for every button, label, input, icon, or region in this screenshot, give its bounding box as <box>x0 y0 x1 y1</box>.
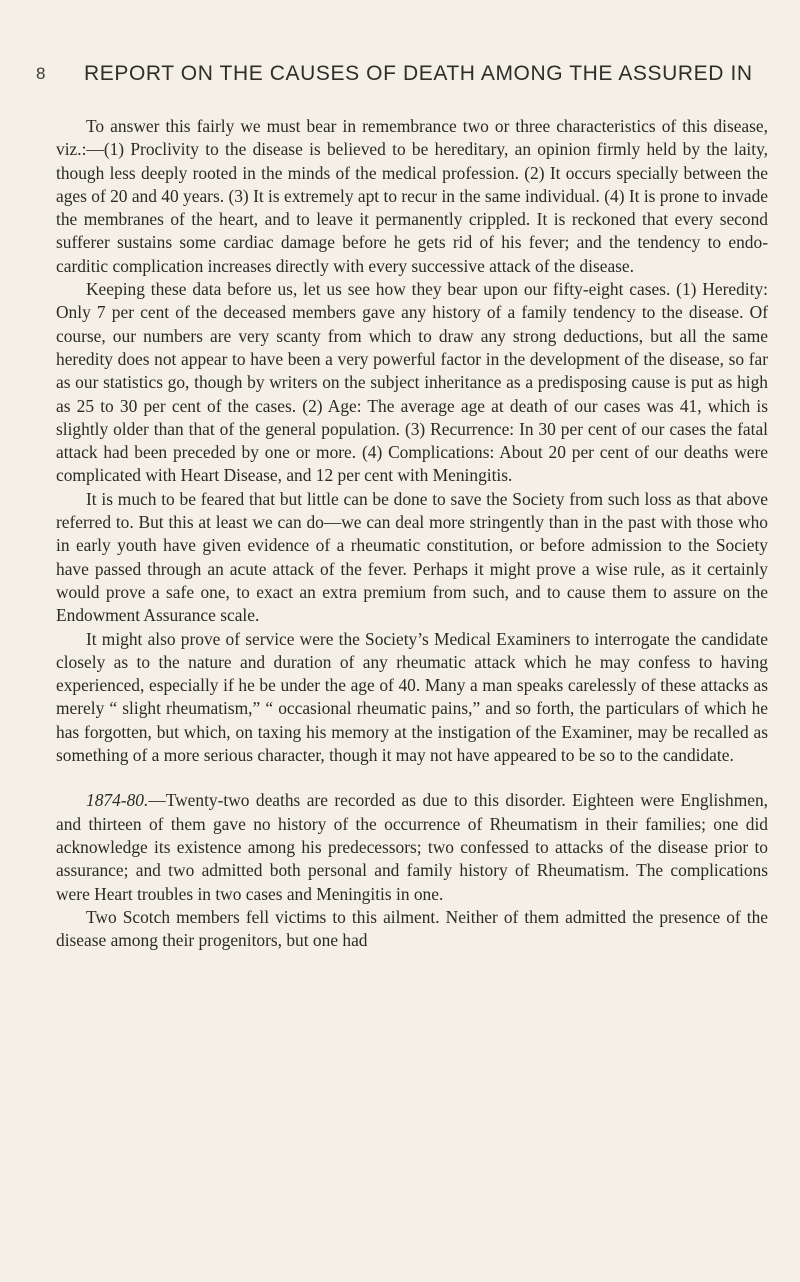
running-title: REPORT ON THE CAUSES OF DEATH AMONG THE ASSURED IN <box>84 62 753 85</box>
paragraph-scotch-members: Two Scotch members fell victims to this ailment. Neither of them admitted the presence of the disease among their progenitors, but one had <box>56 906 768 951</box>
paragraph-medical-examiners: It might also prove of service were the Society’s Medical Examiners to interrogate the candidate closely as to the nature and duration of any rheumatic attack which he may confess to having experienced, especially if he be under the age of 40. Many a man speaks carelessly of these attacks as merely “ slight rheumatism,” “ occasional rheumatic pains,” and so forth, the particulars of which he has forgotten, but which, on taxing his memory at the instigation of the Examiner, may be recalled as something of a more serious character, though it may not have appeared to be so to the candidate. <box>56 628 768 766</box>
paragraph-characteristics: To answer this fairly we must bear in remembrance two or three characteristics of this disease, viz.:—(1) Proclivity to the disease is believed to be hereditary, an opinion firmly held by the laity, though less deeply rooted in the minds of the medical profession. (2) It occurs specially between the ages of 20 and 40 years. (3) It is extremely apt to recur in the same individual. (4) It is prone to invade the membranes of the heart, and to leave it permanently crippled. It is reckoned that every second sufferer sustains some cardiac damage before he gets rid of his fever; and the tendency to endo-carditic complication increases directly with every successive attack of the disease. <box>56 116 768 276</box>
page-number: 8 <box>36 64 46 83</box>
running-header <box>36 62 760 92</box>
paragraph-1874-80 <box>56 789 768 905</box>
section-spacer <box>56 767 768 789</box>
body-text <box>56 115 768 952</box>
paragraph-society-loss: It is much to be feared that but little can be done to save the Society from such loss as that above referred to. But this at least we can do—we can deal more stringently than in the past with those who in early youth have given evidence of a rheumatic constitution, or before admission to the Society have passed through an acute attack of the fever. Perhaps it might prove a wise rule, as it certainly would prove a safe one, to exact an extra premium from such, and to cause them to assure on the Endowment Assurance scale. <box>56 488 768 626</box>
paragraph-fifty-eight-cases: Keeping these data before us, let us see how they bear upon our fifty-eight cases. (1) Heredity: Only 7 per cent of the deceased members gave any history of a family tendency to the disease. Of course, our numbers are very scanty from which to draw any strong deductions, but all the same heredity does not appear to have been a very powerful factor in the development of the disease, so far as our statistics go, though by writers on the subject inheritance as a predisposing cause is put as high as 25 to 30 per cent of the cases. (2) Age: The average age at death of our cases was 41, which is slightly older than that of the general population. (3) Recurrence: In 30 per cent of our cases the fatal attack had been preceded by one or more. (4) Complications: About 20 per cent of our deaths were complicated with Heart Disease, and 12 per cent with Meningitis. <box>56 279 768 486</box>
period-text: —Twenty-two deaths are recorded as due to this disorder. Eighteen were Englishmen, and thirteen of them gave no history of the occurrence of Rheumatism in their families; one did acknowledge its existence among his predecessors; two confessed to attacks of the disease prior to assurance; and two admitted both personal and family history of Rheumatism. The complications were Heart troubles in two cases and Meningitis in one. <box>56 790 768 904</box>
period-label: 1874-80. <box>86 790 149 811</box>
